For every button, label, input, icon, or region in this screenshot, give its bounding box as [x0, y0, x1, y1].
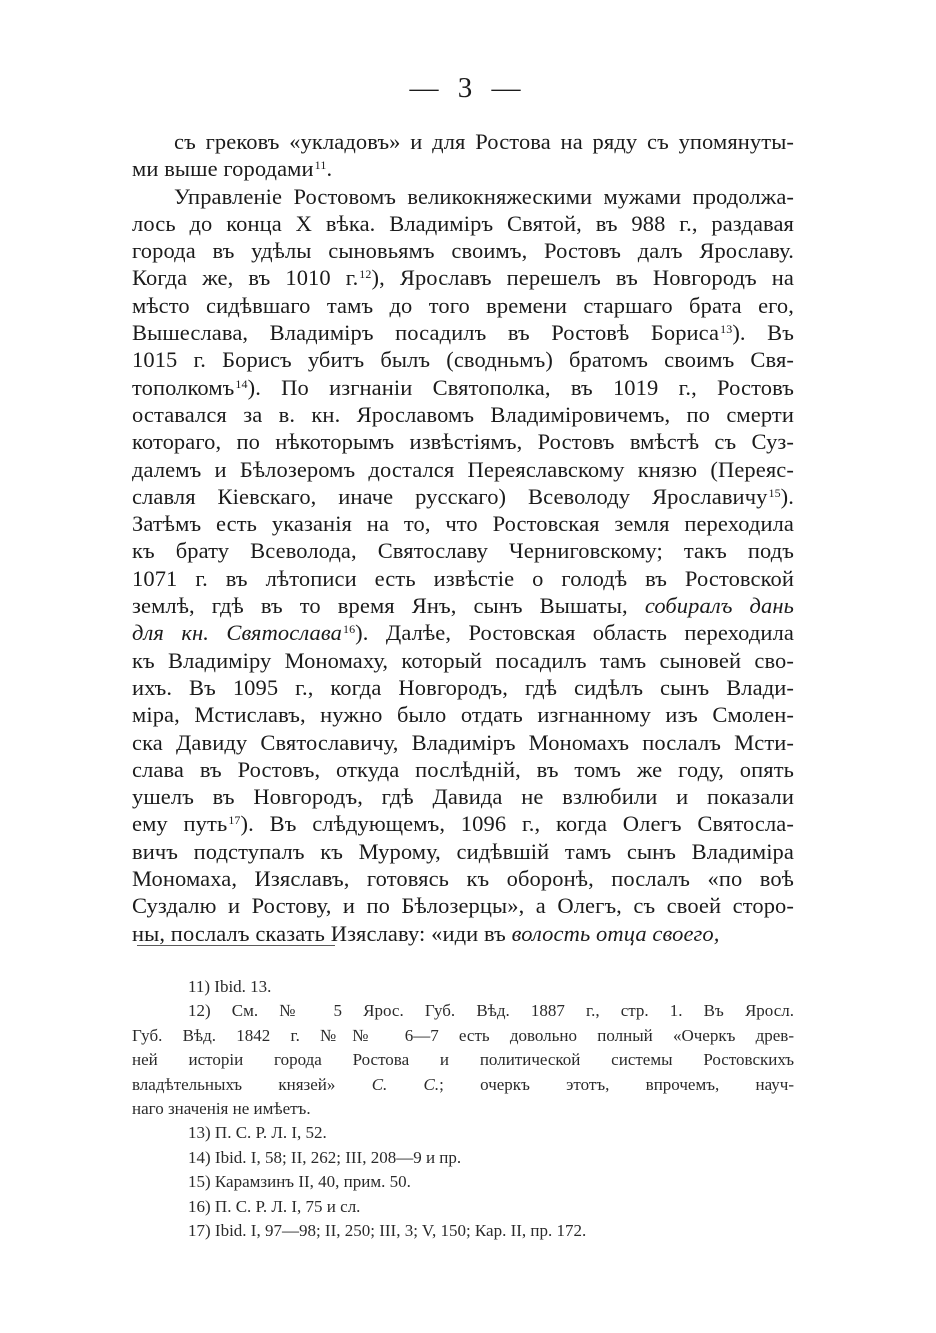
line-text: наго значенія не имѣетъ. [132, 1098, 311, 1118]
text-line [132, 401, 794, 428]
line-text: владѣтельныхъ князей» [132, 1074, 336, 1094]
line-text: Вышеслава, Владиміръ посадилъ въ Ростовѣ Бориса [132, 320, 720, 346]
footnote-marker: 11 [314, 158, 327, 173]
line-text: славля Кіевскаго, иначе русскаго) Всеволоду Ярославичу [132, 483, 768, 509]
text-line [132, 537, 794, 564]
text-line [132, 565, 794, 592]
line-text: ему путь [132, 811, 228, 837]
line-text: лось до конца X вѣка. Владиміръ Святой, въ 988 г., раздавая [132, 210, 794, 236]
text-line [132, 1121, 794, 1145]
footnote-marker: 13 [720, 322, 733, 337]
text-line [132, 237, 794, 264]
text-line [132, 510, 794, 537]
text-line [132, 1219, 794, 1243]
text-line [132, 783, 794, 810]
line-text: ны, послалъ сказать Изяславу: «иди въ [132, 920, 506, 946]
italic-text: С. С. [371, 1074, 440, 1094]
text-line [132, 1073, 794, 1097]
line-text-continued: ). [780, 483, 794, 509]
line-text: котораго, по нѣкоторымъ извѣстіямъ, Ростовъ вмѣстѣ съ Суз- [132, 429, 794, 455]
footnotes [132, 975, 794, 1243]
line-text: далемъ и Бѣлозеромъ достался Переяславскому князю (Переяс- [132, 456, 794, 482]
text-line [132, 428, 794, 455]
text-line [132, 1146, 794, 1170]
line-text: землѣ, гдѣ въ то время Янъ, сынъ Вышаты, [132, 593, 628, 619]
text-line [132, 483, 794, 510]
line-text: 12) См. № 5 Ярос. Губ. Вѣд. 1887 г., стр. 1. Въ Яросл. [188, 1001, 794, 1021]
text-line [132, 674, 794, 701]
text-line [132, 756, 794, 783]
text-line [132, 264, 794, 291]
line-text: Суздалю и Ростову, и по Бѣлозерцы», а Олегъ, съ своей сторо- [132, 893, 794, 919]
text-line [132, 155, 794, 182]
line-text: 16) П. С. Р. Л. I, 75 и сл. [188, 1196, 361, 1216]
footnote-divider [137, 945, 335, 946]
line-text-continued: ). Въ [732, 320, 794, 346]
italic-text: собиралъ дань [644, 593, 794, 619]
line-text: мѣсто сидѣвшаго тамъ до того времени старшаго брата его, [132, 292, 794, 318]
line-text: 14) Ibid. I, 58; II, 262; III, 208—9 и пр. [188, 1147, 462, 1167]
line-text: оставался за в. кн. Ярославомъ Владиміровичемъ, по смерти [132, 401, 794, 427]
footnote-marker: 14 [235, 376, 248, 391]
text-line [132, 319, 794, 346]
line-text: Мономаха, Изяславъ, готовясь къ оборонѣ, послалъ «по воѣ [132, 866, 794, 892]
line-text: съ грековъ «укладовъ» и для Ростова на ряду съ упомянуты- [174, 129, 794, 154]
line-text: города въ удѣлы сыновьямъ своимъ, Ростовъ далъ Ярославу. [132, 238, 794, 264]
text-line [132, 1048, 794, 1072]
line-text: ихъ. Въ 1095 г., когда Новгородъ, гдѣ сидѣлъ сынъ Влади- [132, 674, 794, 700]
line-text: тополкомъ [132, 374, 235, 400]
text-line [132, 1097, 794, 1121]
line-text-continued: ). Въ слѣдующемъ, 1096 г., когда Олегъ Святосла- [240, 811, 794, 837]
text-line [132, 647, 794, 674]
text-line [132, 346, 794, 373]
line-text: 1071 г. въ лѣтописи есть извѣстіе о голодѣ въ Ростовской [132, 565, 794, 591]
main-text [132, 128, 794, 947]
text-line [132, 729, 794, 756]
line-text: Управленіе Ростовомъ великокняжескими мужами продолжа- [174, 183, 794, 209]
text-line [132, 810, 794, 837]
text-line [132, 619, 794, 646]
text-line [132, 892, 794, 919]
line-text: ушелъ въ Новгородъ, гдѣ Давида не взлюбили и показали [132, 784, 794, 810]
text-line [132, 456, 794, 483]
line-text: ней исторіи города Ростова и политической системы Ростовскихъ [132, 1050, 794, 1070]
text-line [132, 374, 794, 401]
text-line [132, 183, 794, 210]
line-text-continued: ), Ярославъ перешелъ въ Новгородъ на [371, 265, 794, 291]
line-text-continued: ). По изгнаніи Святополка, въ 1019 г., Ростовъ [247, 374, 794, 400]
line-text: вичъ подступалъ къ Мурому, сидѣвшій тамъ сынъ Владиміра [132, 838, 794, 864]
line-text: слава въ Ростовъ, откуда послѣдній, въ томъ же году, опять [132, 756, 794, 782]
text-line [132, 701, 794, 728]
text-line [132, 999, 794, 1023]
line-text-continued: ; очеркъ этотъ, впрочемъ, науч- [439, 1074, 795, 1094]
line-text: къ брату Всеволода, Святославу Черниговскому; такъ подъ [132, 538, 794, 564]
line-text: къ Владиміру Мономаху, который посадилъ тамъ сыновей сво- [132, 647, 794, 673]
line-text: 15) Карамзинъ II, 40, прим. 50. [188, 1172, 411, 1192]
text-line [132, 865, 794, 892]
line-text: ми выше городами [132, 156, 314, 182]
text-line [132, 1195, 794, 1219]
line-text-continued: ). Далѣе, Ростовская область переходила [355, 620, 794, 646]
line-text-continued: . [326, 156, 333, 182]
text-line [132, 975, 794, 999]
italic-text: волость отца своего, [511, 920, 720, 946]
text-line [132, 1170, 794, 1194]
line-text: 11) Ibid. 13. [188, 977, 272, 996]
italic-text: для кн. Святослава [132, 620, 342, 646]
footnote-marker: 17 [228, 813, 241, 828]
footnote-marker: 15 [768, 485, 781, 500]
line-text: Затѣмъ есть указанія на то, что Ростовская земля переходила [132, 511, 794, 537]
line-text: міра, Мстиславъ, нужно было отдать изгнанному изъ Смолен- [132, 702, 794, 728]
text-line [132, 128, 794, 155]
text-line [132, 1024, 794, 1048]
text-line [132, 210, 794, 237]
text-line [132, 838, 794, 865]
line-text: Когда же, въ 1010 г. [132, 265, 359, 291]
line-text: 17) Ibid. I, 97—98; II, 250; III, 3; V, 150; Кар. II, пр. 172. [188, 1220, 587, 1240]
text-line [132, 292, 794, 319]
footnote-marker: 12 [359, 267, 372, 282]
text-line [132, 592, 794, 619]
line-text: 1015 г. Борисъ убитъ былъ (сводньмъ) братомъ своимъ Свя- [132, 347, 794, 373]
line-text: Губ. Вѣд. 1842 г. №№ 6—7 есть довольно полный «Очеркъ древ- [132, 1025, 794, 1045]
footnote-marker: 16 [342, 622, 356, 637]
line-text: 13) П. С. Р. Л. I, 52. [188, 1123, 327, 1143]
page-number: — 3 — [409, 72, 527, 104]
text-line [132, 920, 794, 947]
line-text: ска Давиду Святославичу, Владиміръ Мономахъ послалъ Мсти- [132, 729, 794, 755]
